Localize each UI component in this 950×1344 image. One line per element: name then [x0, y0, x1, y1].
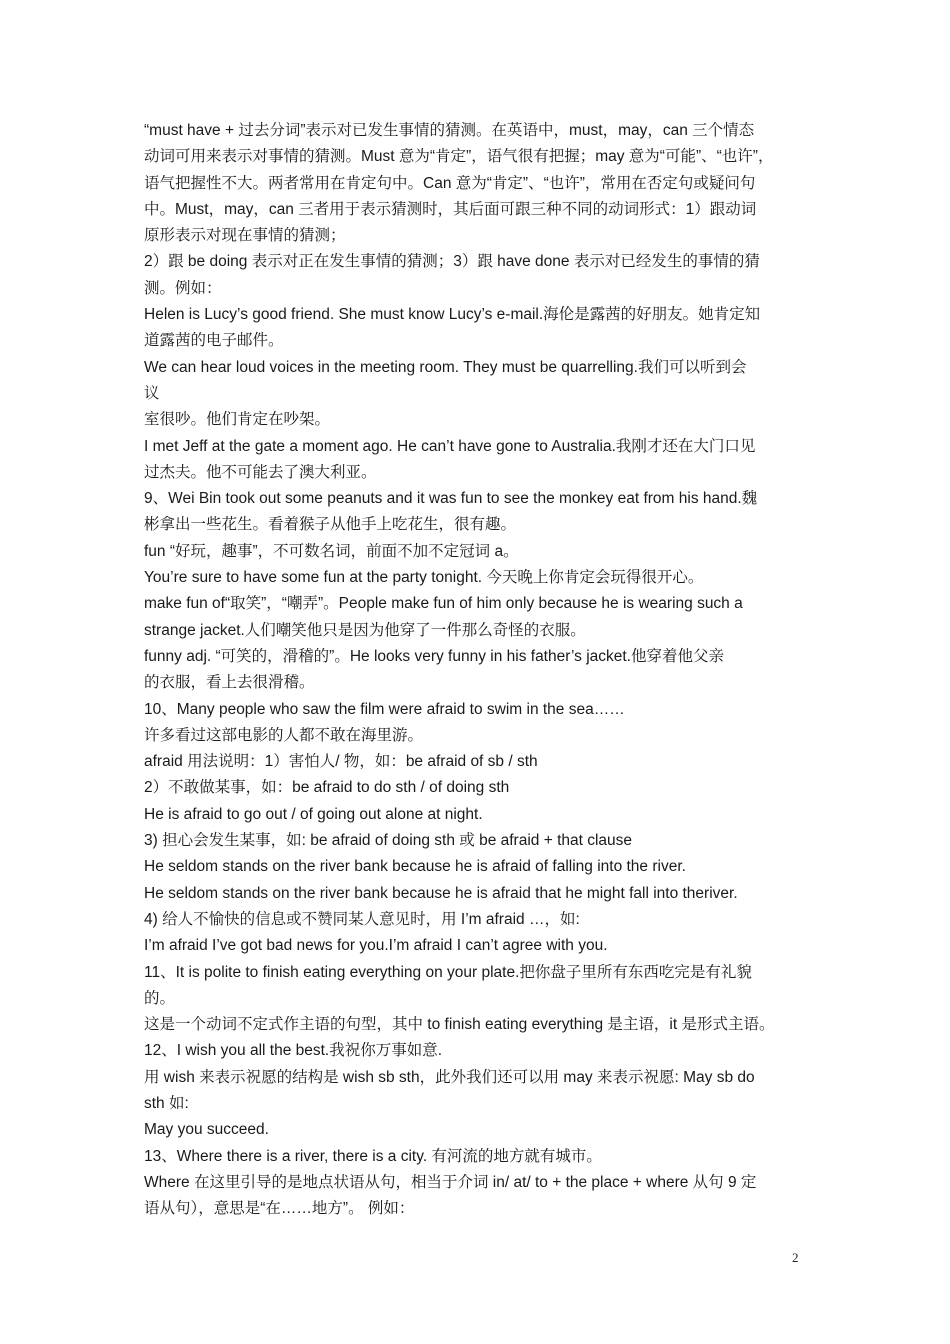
- text-line: 动词可用来表示对事情的猜测。Must 意为“肯定”，语气很有把握；may 意为“可能”、“也许”，: [144, 148, 774, 166]
- text-line: afraid 用法说明：1）害怕人/ 物，如：be afraid of sb / sth: [144, 753, 538, 771]
- text-line: I met Jeff at the gate a moment ago. He can’t have gone to Australia.我刚才还在大门口见: [144, 437, 756, 455]
- text-line: 语气把握性不大。两者常用在肯定句中。Can 意为“肯定”、“也许”，常用在否定句或疑问句: [144, 174, 756, 192]
- text-line: 道露茜的电子邮件。: [144, 332, 284, 350]
- text-line: sth 如:: [144, 1094, 189, 1112]
- text-line: 9、Wei Bin took out some peanuts and it was fun to see the monkey eat from his hand.魏: [144, 490, 758, 508]
- text-line: 的。: [144, 989, 176, 1007]
- text-line: 用 wish 来表示祝愿的结构是 wish sb sth，此外我们还可以用 may 来表示祝愿: May sb do: [144, 1068, 755, 1086]
- text-line: I’m afraid I’ve got bad news for you.I’m afraid I can’t agree with you.: [144, 937, 608, 955]
- text-line: He is afraid to go out / of going out alone at night.: [144, 805, 483, 823]
- text-line: 的衣服，看上去很滑稽。: [144, 674, 315, 692]
- text-line: We can hear loud voices in the meeting room. They must be quarrelling.我们可以听到会: [144, 358, 747, 376]
- text-line: 10、Many people who saw the film were afraid to swim in the sea……: [144, 700, 625, 718]
- text-line: 3) 担心会发生某事，如: be afraid of doing sth 或 be afraid + that clause: [144, 832, 633, 850]
- text-line: 中。Must，may，can 三者用于表示猜测时，其后面可跟三种不同的动词形式：1）跟动词: [144, 200, 757, 218]
- text-line: strange jacket.人们嘲笑他只是因为他穿了一件那么奇怪的衣服。: [144, 621, 586, 639]
- text-line: 语从句），意思是“在……地方”。 例如：: [144, 1200, 415, 1218]
- text-line: make fun of“取笑”，“嘲弄”。People make fun of him only because he is wearing such a: [144, 595, 743, 613]
- text-line: He seldom stands on the river bank because he is afraid of falling into the river.: [144, 858, 686, 876]
- text-line: 议: [144, 384, 160, 402]
- text-line: 12、I wish you all the best.我祝你万事如意.: [144, 1042, 443, 1060]
- text-line: 这是一个动词不定式作主语的句型，其中 to finish eating everything 是主语，it 是形式主语。: [144, 1016, 775, 1034]
- text-line: 4) 给人不愉快的信息或不赞同某人意见时，用 I’m afraid …，如:: [144, 910, 580, 928]
- text-line: 13、Where there is a river, there is a city. 有河流的地方就有城市。: [144, 1147, 602, 1165]
- text-line: funny adj. “可笑的，滑稽的”。He looks very funny in his father’s jacket.他穿着他父亲: [144, 647, 724, 665]
- text-line: 彬拿出一些花生。看着猴子从他手上吃花生，很有趣。: [144, 516, 517, 534]
- page-number: 2: [792, 1250, 799, 1265]
- text-line: 过杰夫。他不可能去了澳大利亚。: [144, 463, 377, 481]
- text-line: He seldom stands on the river bank because he is afraid that he might fall into theriver.: [144, 884, 738, 902]
- text-line: 测。例如：: [144, 279, 222, 297]
- text-line: 许多看过这部电影的人都不敢在海里游。: [144, 726, 424, 744]
- text-line: 11、It is polite to finish eating everything on your plate.把你盘子里所有东西吃完是有礼貌: [144, 963, 752, 981]
- text-line: 2）跟 be doing 表示对正在发生事情的猜测；3）跟 have done 表示对已经发生的事情的猜: [144, 253, 760, 271]
- text-line: Where 在这里引导的是地点状语从句，相当于介词 in/ at/ to + the place + where 从句 9 定: [144, 1173, 757, 1191]
- text-line: You’re sure to have some fun at the party tonight. 今天晚上你肯定会玩得很开心。: [144, 569, 704, 587]
- text-line: 2）不敢做某事，如：be afraid to do sth / of doing sth: [144, 779, 510, 797]
- text-line: “must have + 过去分词”表示对已发生事情的猜测。在英语中，must，may，can 三个情态: [144, 122, 755, 139]
- text-line: fun “好玩，趣事”，不可数名词，前面不加不定冠词 a。: [144, 542, 519, 560]
- document-body: [144, 118, 810, 1222]
- text-line: 室很吵。他们肯定在吵架。: [144, 411, 331, 429]
- text-line: 原形表示对现在事情的猜测；: [144, 227, 346, 245]
- text-line: May you succeed.: [144, 1121, 269, 1139]
- text-line: Helen is Lucy’s good friend. She must know Lucy’s e-mail.海伦是露茜的好朋友。她肯定知: [144, 306, 761, 324]
